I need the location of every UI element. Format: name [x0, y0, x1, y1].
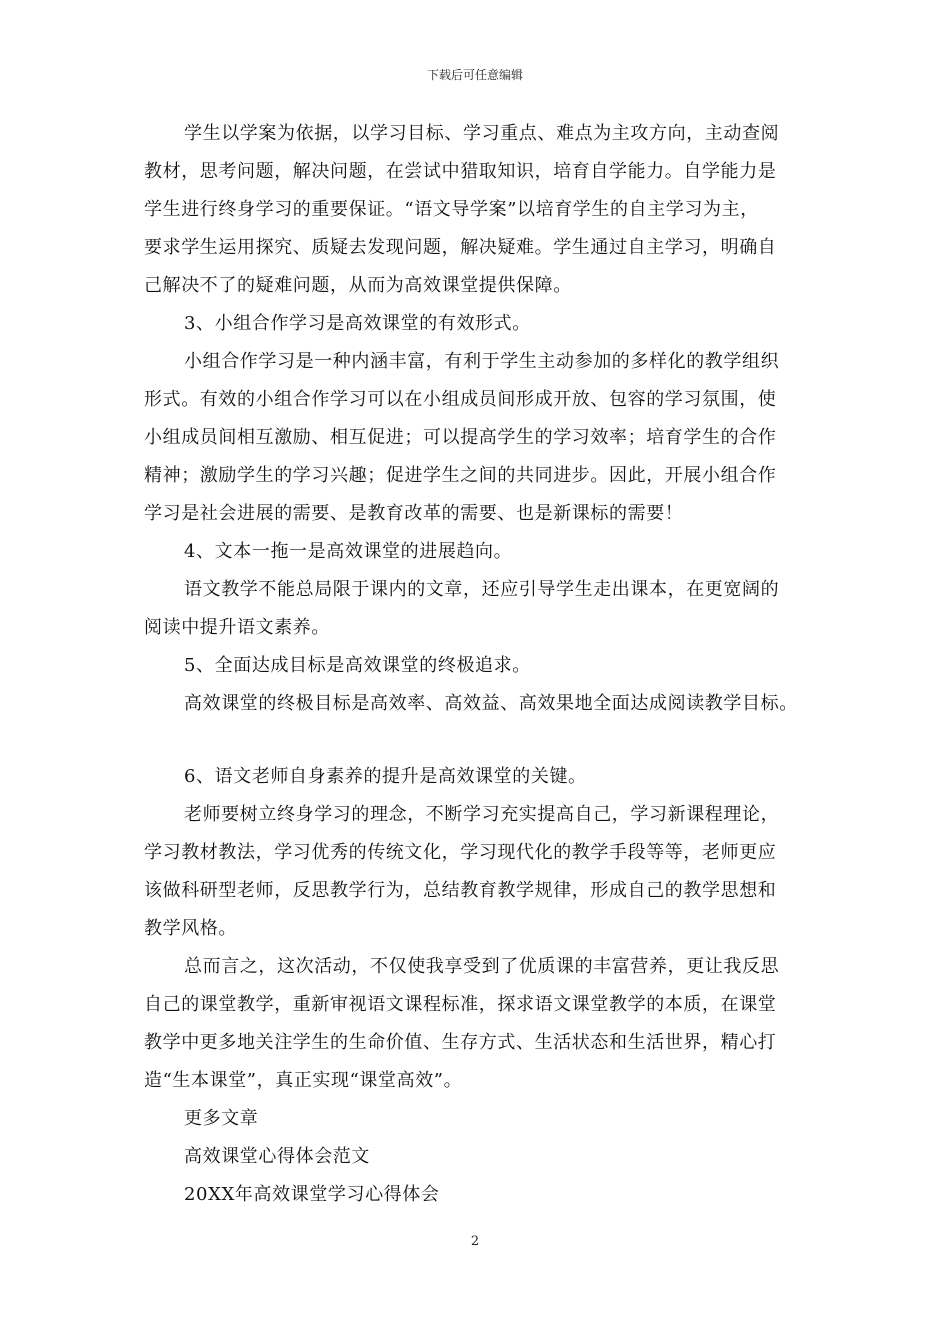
paragraph-line: 高效课堂的终极目标是高效率、高效益、高效果地全面达成阅读教学目标。: [184, 693, 798, 714]
paragraph-line: 教学风格。: [144, 918, 237, 939]
page-header: 下载后可任意编辑: [426, 68, 523, 82]
paragraph-line: 语文教学不能总局限于课内的文章，还应引导学生走出课本，在更宽阔的: [184, 579, 780, 600]
paragraph-line: 学生进行终身学习的重要保证。“语文导学案”以培育学生的自主学习为主，: [144, 199, 759, 220]
paragraph-line: 己解决不了的疑难问题，从而为高效课堂提供保障。: [144, 275, 572, 296]
paragraph-line: 学生以学案为依据，以学习目标、学习重点、难点为主攻方向，主动查阅: [184, 123, 780, 144]
more-articles-heading: 更多文章: [184, 1108, 259, 1129]
paragraph-line: 小组成员间相互激励、相互促进；可以提高学生的学习效率；培育学生的合作: [144, 427, 777, 448]
paragraph-line: 老师要树立终身学习的理念，不断学习充实提高自己，学习新课程理论，: [184, 804, 780, 825]
article-link[interactable]: 20XX年高效课堂学习心得体会: [184, 1184, 440, 1205]
paragraph-line: 教学中更多地关注学生的生命价值、生存方式、生活状态和生活世界，精心打: [144, 1032, 777, 1053]
page-number: 2: [470, 1234, 480, 1249]
paragraph-line: 造“生本课堂”，真正实现“课堂高效”。: [144, 1070, 463, 1091]
section-heading: 6、语文老师自身素养的提升是高效课堂的关键。: [184, 766, 587, 787]
paragraph-line: 该做科研型老师，反思教学行为，总结教育教学规律，形成自己的教学思想和: [144, 880, 777, 901]
article-link[interactable]: 高效课堂心得体会范文: [184, 1146, 370, 1167]
paragraph-line: 要求学生运用探究、质疑去发现问题，解决疑难。学生通过自主学习，明确自: [144, 237, 777, 258]
paragraph-line: 形式。有效的小组合作学习可以在小组成员间形成开放、包容的学习氛围，使: [144, 389, 777, 410]
paragraph-line: 总而言之，这次活动，不仅使我享受到了优质课的丰富营养，更让我反思: [184, 956, 780, 977]
paragraph-line: 自己的课堂教学，重新审视语文课程标准，探求语文课堂教学的本质，在课堂: [144, 994, 777, 1015]
paragraph-line: 阅读中提升语文素养。: [144, 617, 330, 638]
paragraph-line: 小组合作学习是一种内涵丰富，有利于学生主动参加的多样化的教学组织: [184, 351, 780, 372]
paragraph-line: 学习教材教法，学习优秀的传统文化，学习现代化的教学手段等等，老师更应: [144, 842, 777, 863]
paragraph-line: 学习是社会进展的需要、是教育改革的需要、也是新课标的需要！: [144, 503, 684, 524]
section-heading: 5、全面达成目标是高效课堂的终极追求。: [184, 655, 531, 676]
paragraph-line: 教材，思考问题，解决问题，在尝试中猎取知识，培育自学能力。自学能力是: [144, 161, 777, 182]
paragraph-line: 精神；激励学生的学习兴趣；促进学生之间的共同进步。因此，开展小组合作: [144, 465, 777, 486]
section-heading: 3、小组合作学习是高效课堂的有效形式。: [184, 313, 531, 334]
section-heading: 4、文本一拖一是高效课堂的进展趋向。: [184, 541, 513, 562]
